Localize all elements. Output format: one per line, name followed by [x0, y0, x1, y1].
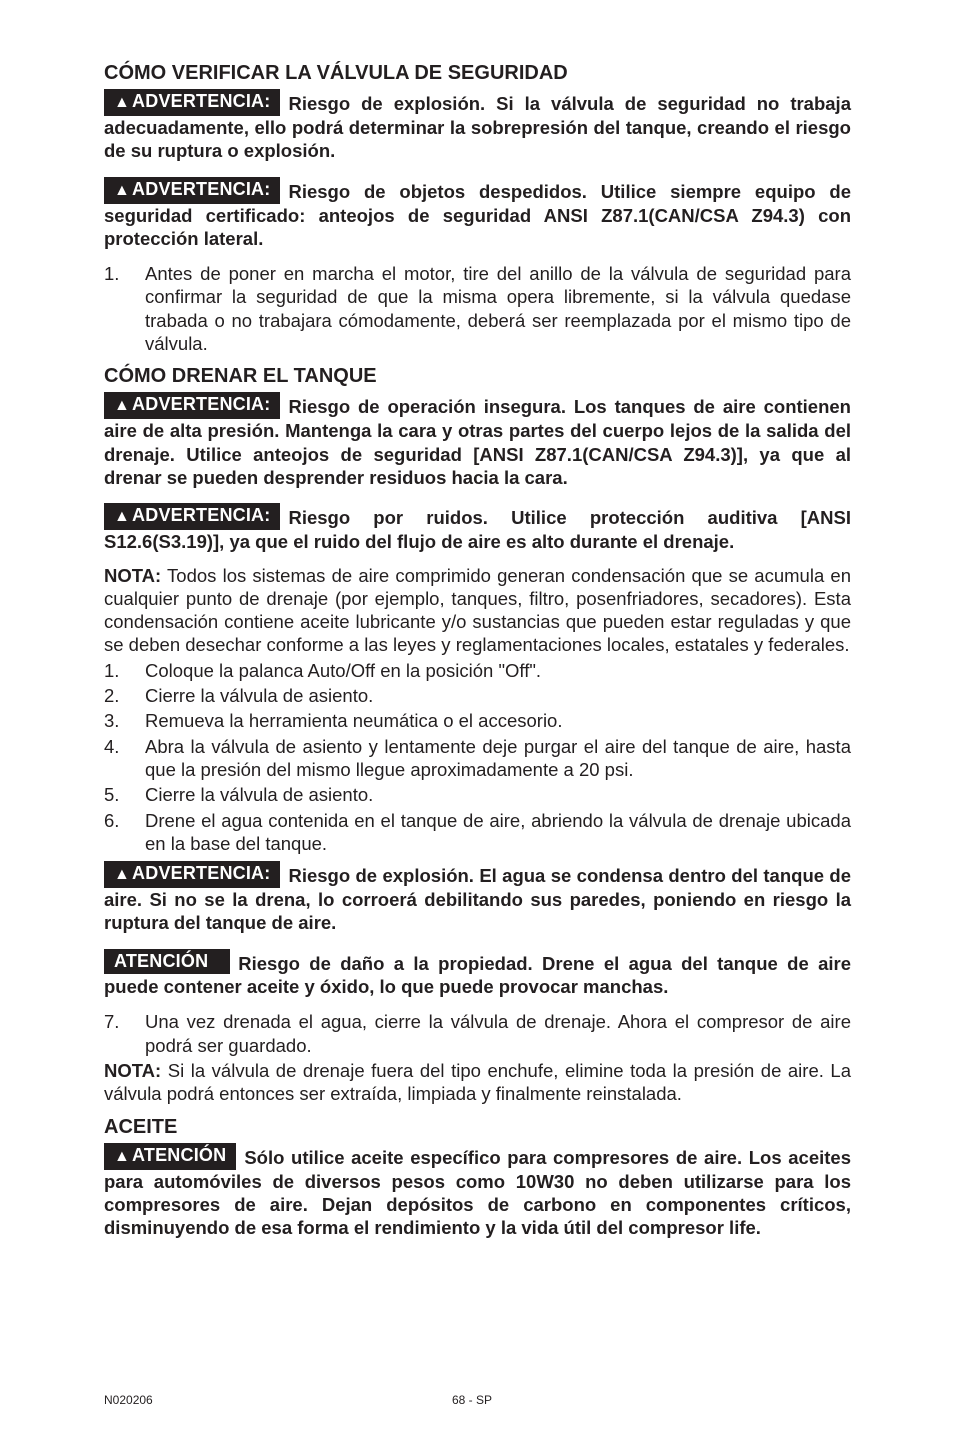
warning-tank-corrosion: ▲ ADVERTENCIA: Riesgo de explosión. El agua se condensa dentro del tanque de aire. Si no se la drena, lo corroerá debilitando sus paredes, poniendo en riesgo la ruptura del tanque de aire.	[104, 863, 851, 934]
warning-noise: ▲ ADVERTENCIA: Riesgo por ruidos. Utilice protección auditiva [ANSI S12.6(S3.19)], ya que el ruido del flujo de aire es alto durante el drenaje.	[104, 505, 851, 553]
list-item: 3. Remueva la herramienta neumática o el accesorio.	[104, 710, 563, 732]
caution-property-damage: ATENCIÓN Riesgo de daño a la propiedad. Drene el agua del tanque de aire puede contener aceite y óxido, lo que puede provocar manchas.	[104, 950, 851, 998]
warning-triangle-icon: ▲	[114, 94, 131, 111]
caution-oil: ▲ ATENCIÓN Sólo utilice aceite específico para compresores de aire. Los aceites para automóviles de diversos pesos como 10W30 no deben utilizarse para los compresores de aire. Dejan depósitos de carbono en componentes críticos, disminuyendo de esa forma el rendimiento y la vida útil del compresor life.	[104, 1144, 851, 1239]
note-condensation: NOTA: Todos los sistemas de aire comprimido generan condensación que se acumula en cualquier punto de drenaje (por ejemplo, tanques, filtro, posenfriadores, secadores). Esta condensación contiene aceite lubricante y/o sustancias que pueden estar reguladas y que se deben desechar conforme a las leyes y reglamentaciones locales, estatales y federales.	[104, 564, 851, 656]
advertencia-badge: ▲ ADVERTENCIA:	[104, 392, 280, 419]
atencion-badge: ▲ ATENCIÓN	[104, 1143, 236, 1170]
list-item: 4. Abra la válvula de asiento y lentamente deje purgar el aire del tanque de aire, hasta que la presión del mismo llegue aproximadamente a 20 psi.	[104, 735, 851, 780]
section-title-oil: ACEITE	[104, 1115, 178, 1138]
advertencia-badge: ▲ ADVERTENCIA:	[104, 89, 280, 116]
list-item: 1. Antes de poner en marcha el motor, tire del anillo de la válvula de seguridad para confirmar la seguridad de que la misma opera libremente, si la válvula quedase trabada o no trabajara cómodamente, deberá ser reemplazada por el mismo tipo de válvula.	[104, 263, 851, 355]
warning-unsafe-operation: ▲ ADVERTENCIA: Riesgo de operación insegura. Los tanques de aire contienen aire de alta presión. Mantenga la cara y otras partes del cuerpo lejos de la salida del drenaje. Utilice anteojos de seguridad [ANSI Z87.1(CAN/CSA Z94.3)], ya que al drenar se pueden desprender residuos hacia la cara.	[104, 394, 851, 488]
warning-triangle-icon: ▲	[114, 866, 131, 884]
list-item: 7. Una vez drenada el agua, cierre la válvula de drenaje. Ahora el compresor de aire podrá ser guardado.	[104, 1011, 851, 1056]
page-content	[104, 58, 851, 1239]
atencion-badge: ATENCIÓN	[104, 949, 230, 974]
advertencia-badge: ▲ ADVERTENCIA:	[104, 503, 280, 530]
drain-steps	[104, 659, 851, 855]
section-title-valve: CÓMO VERIFICAR LA VÁLVULA DE SEGURIDAD	[104, 62, 568, 84]
warning-triangle-icon: ▲	[114, 508, 131, 526]
valve-steps	[104, 262, 851, 355]
warning-explosion: ▲ ADVERTENCIA: Riesgo de explosión. Si la válvula de seguridad no trabaja adecuadamente, ello podrá determinar la sobrepresión del tanque, creando el riesgo de su ruptura o explosión.	[104, 91, 851, 162]
note-drain-valve: NOTA: Si la válvula de drenaje fuera del tipo enchufe, elimine toda la presión de aire. La válvula podrá entonces ser extraída, limpiada y finalmente reinstalada.	[104, 1059, 851, 1105]
list-item: 5. Cierre la válvula de asiento.	[104, 784, 374, 806]
warning-triangle-icon: ▲	[114, 181, 131, 199]
warning-triangle-icon: ▲	[114, 1147, 131, 1165]
warning-triangle-icon: ▲	[114, 397, 131, 415]
page-number: 68 - SP	[452, 1393, 493, 1407]
advertencia-badge: ▲ ADVERTENCIA:	[104, 177, 280, 204]
warning-projectiles: ▲ ADVERTENCIA: Riesgo de objetos despedidos. Utilice siempre equipo de seguridad certificado: anteojos de seguridad ANSI Z87.1(CAN/CSA Z94.3) con protección lateral.	[104, 178, 851, 249]
list-item: 1. Coloque la palanca Auto/Off en la posición "Off".	[104, 659, 542, 681]
drain-step-7	[104, 1010, 851, 1057]
document-code: N020206	[104, 1393, 153, 1407]
list-item: 2. Cierre la válvula de asiento.	[104, 685, 374, 707]
advertencia-badge: ▲ ADVERTENCIA:	[104, 861, 280, 888]
list-item: 6. Drene el agua contenida en el tanque de aire, abriendo la válvula de drenaje ubicada en la base del tanque.	[104, 809, 851, 854]
section-title-drain: CÓMO DRENAR EL TANQUE	[104, 365, 377, 388]
